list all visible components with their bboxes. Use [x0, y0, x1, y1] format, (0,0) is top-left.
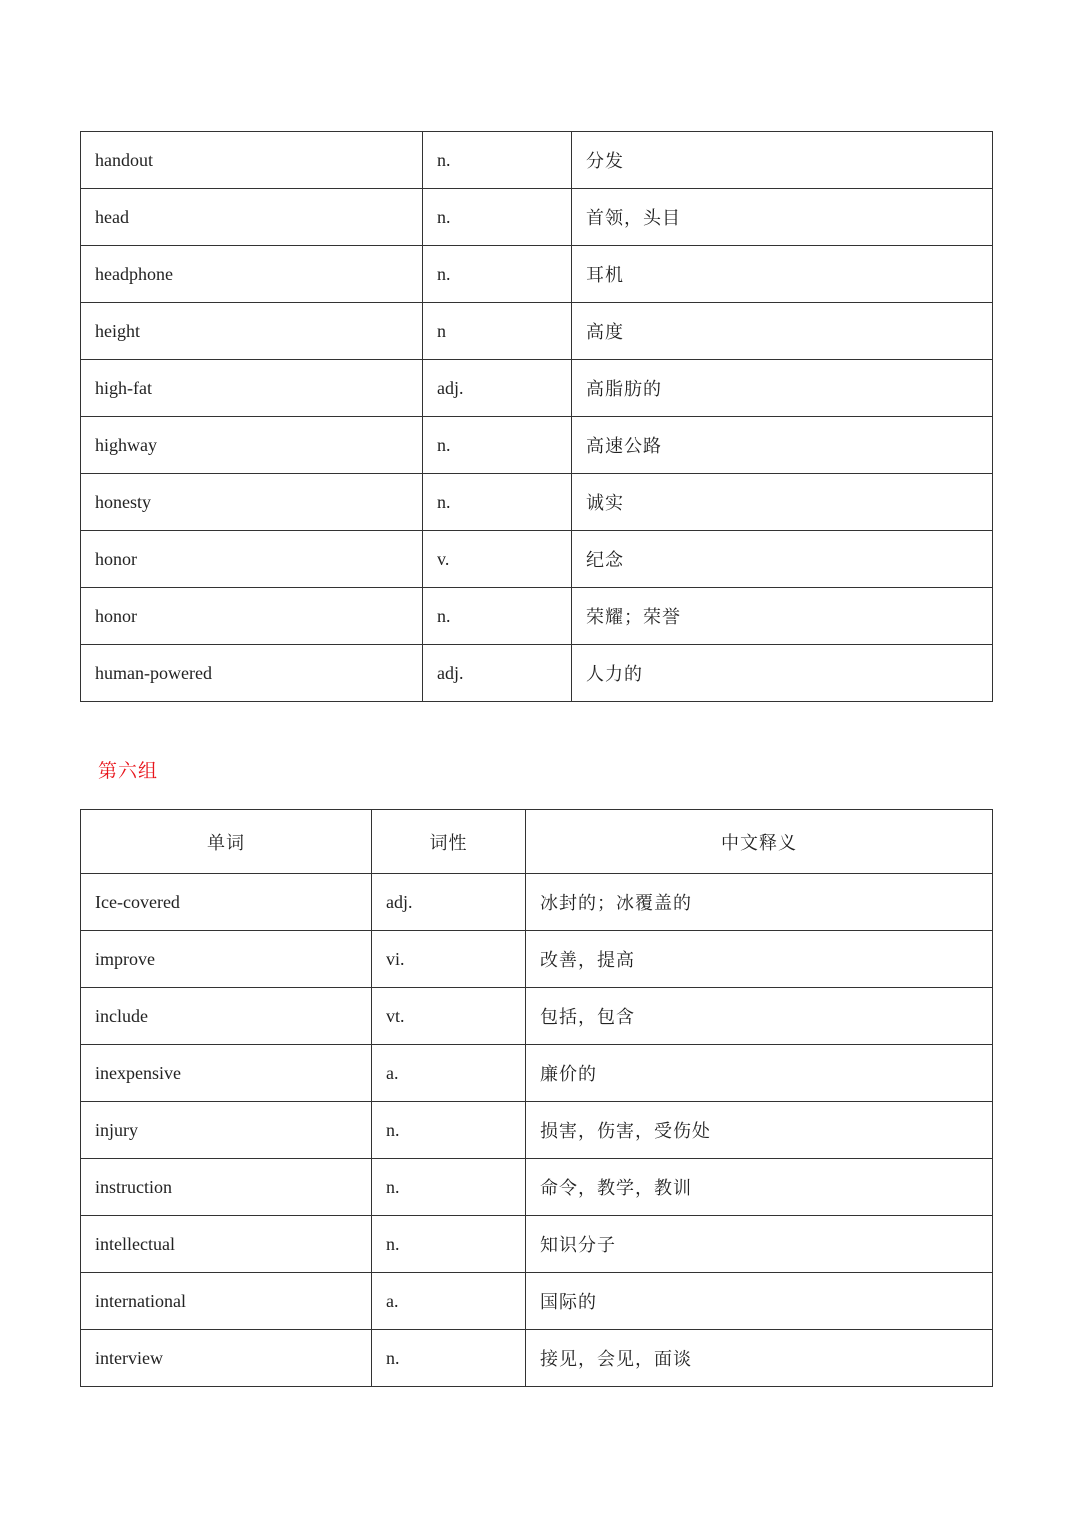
table-row [81, 645, 993, 702]
column-header-pos: 词性 [372, 810, 526, 874]
table-row [81, 303, 993, 360]
table-row [81, 874, 993, 931]
word-cell: improve [81, 931, 372, 988]
pos-cell: n. [423, 588, 572, 645]
word-cell: human-powered [81, 645, 423, 702]
word-cell: honesty [81, 474, 423, 531]
pos-cell: n. [423, 246, 572, 303]
meaning-cell: 人力的 [572, 645, 993, 702]
word-cell: include [81, 988, 372, 1045]
meaning-cell: 廉价的 [526, 1045, 993, 1102]
pos-cell: n. [372, 1216, 526, 1273]
pos-cell: a. [372, 1273, 526, 1330]
pos-cell: n. [372, 1102, 526, 1159]
word-cell: headphone [81, 246, 423, 303]
table-header-row [81, 810, 993, 874]
meaning-cell: 分发 [572, 132, 993, 189]
column-header-meaning: 中文释义 [526, 810, 993, 874]
table-row [81, 1159, 993, 1216]
meaning-cell: 命令，教学，教训 [526, 1159, 993, 1216]
word-cell: inexpensive [81, 1045, 372, 1102]
table-row [81, 360, 993, 417]
word-cell: handout [81, 132, 423, 189]
vocab-table-1 [80, 131, 993, 702]
word-cell: honor [81, 531, 423, 588]
pos-cell: vt. [372, 988, 526, 1045]
pos-cell: n [423, 303, 572, 360]
pos-cell: a. [372, 1045, 526, 1102]
vocab-table-2 [80, 809, 993, 1387]
table-row [81, 1273, 993, 1330]
meaning-cell: 国际的 [526, 1273, 993, 1330]
pos-cell: n. [423, 189, 572, 246]
pos-cell: n. [372, 1330, 526, 1387]
pos-cell: n. [423, 417, 572, 474]
word-cell: injury [81, 1102, 372, 1159]
word-cell: high-fat [81, 360, 423, 417]
pos-cell: adj. [372, 874, 526, 931]
meaning-cell: 高脂肪的 [572, 360, 993, 417]
word-cell: highway [81, 417, 423, 474]
table-row [81, 132, 993, 189]
table-row [81, 474, 993, 531]
table-row [81, 931, 993, 988]
meaning-cell: 纪念 [572, 531, 993, 588]
word-cell: interview [81, 1330, 372, 1387]
table-row [81, 189, 993, 246]
pos-cell: adj. [423, 645, 572, 702]
table-row [81, 531, 993, 588]
meaning-cell: 包括，包含 [526, 988, 993, 1045]
word-cell: head [81, 189, 423, 246]
group-title: 第六组 [98, 761, 159, 782]
meaning-cell: 知识分子 [526, 1216, 993, 1273]
word-cell: intellectual [81, 1216, 372, 1273]
pos-cell: vi. [372, 931, 526, 988]
table-row [81, 246, 993, 303]
column-header-word: 单词 [81, 810, 372, 874]
meaning-cell: 高度 [572, 303, 993, 360]
pos-cell: adj. [423, 360, 572, 417]
word-cell: height [81, 303, 423, 360]
word-cell: honor [81, 588, 423, 645]
word-cell: international [81, 1273, 372, 1330]
word-cell: Ice-covered [81, 874, 372, 931]
meaning-cell: 改善，提高 [526, 931, 993, 988]
word-cell: instruction [81, 1159, 372, 1216]
meaning-cell: 首领，头目 [572, 189, 993, 246]
table-row [81, 1216, 993, 1273]
table-row [81, 588, 993, 645]
pos-cell: n. [423, 474, 572, 531]
meaning-cell: 荣耀；荣誉 [572, 588, 993, 645]
meaning-cell: 接见，会见，面谈 [526, 1330, 993, 1387]
pos-cell: v. [423, 531, 572, 588]
pos-cell: n. [423, 132, 572, 189]
table-row [81, 1045, 993, 1102]
table-row [81, 1330, 993, 1387]
table-row [81, 988, 993, 1045]
meaning-cell: 冰封的；冰覆盖的 [526, 874, 993, 931]
meaning-cell: 损害，伤害，受伤处 [526, 1102, 993, 1159]
meaning-cell: 耳机 [572, 246, 993, 303]
table-row [81, 417, 993, 474]
meaning-cell: 诚实 [572, 474, 993, 531]
table-row [81, 1102, 993, 1159]
meaning-cell: 高速公路 [572, 417, 993, 474]
pos-cell: n. [372, 1159, 526, 1216]
